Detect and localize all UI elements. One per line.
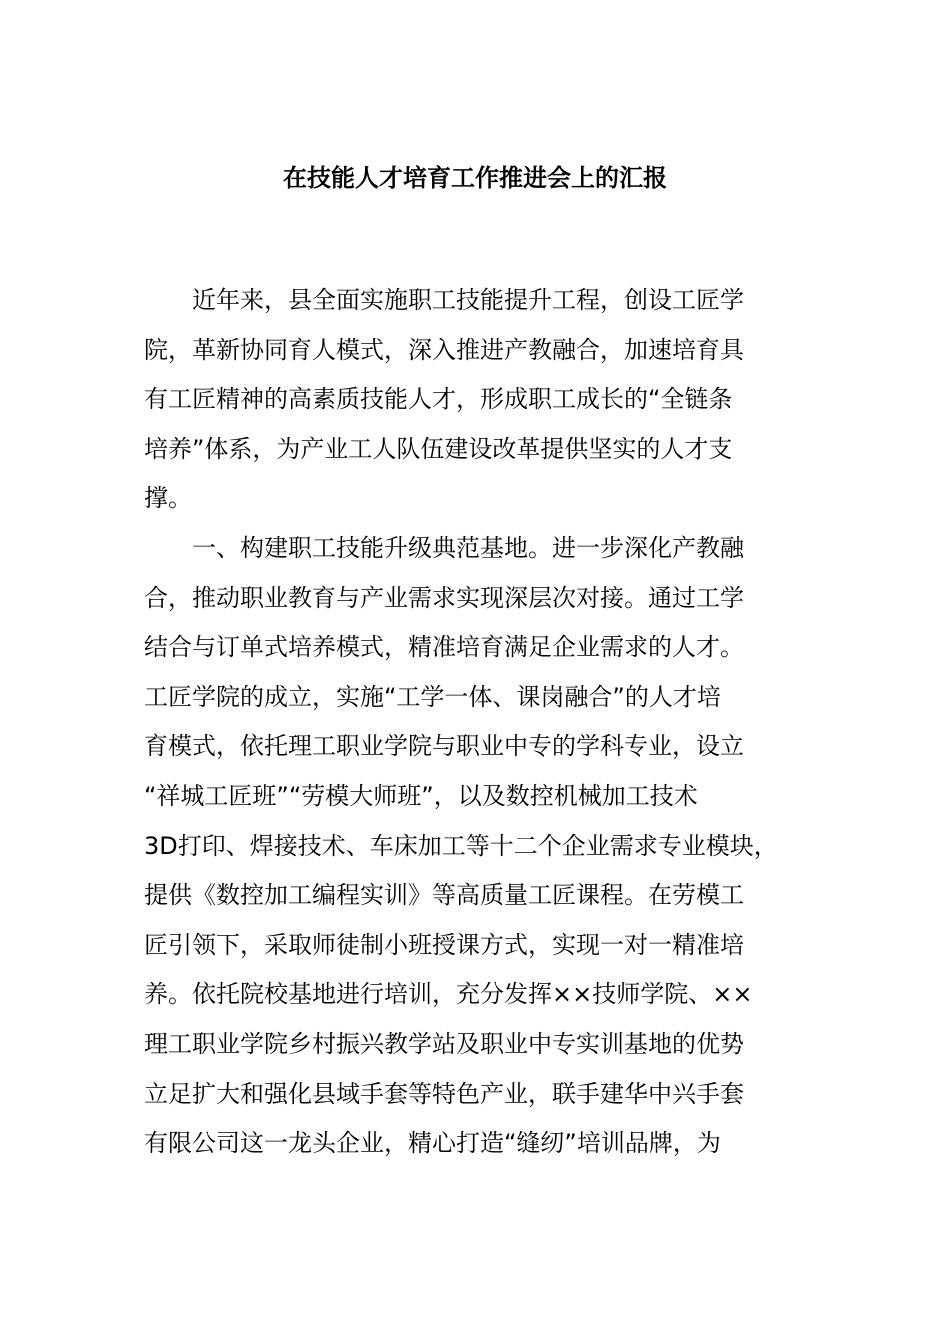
text-line: 匠引领下，采取师徒制小班授课方式，实现一对一精准培 xyxy=(144,930,744,959)
text-line: 院，革新协同育人模式，深入推进产教融合，加速培育具 xyxy=(144,335,744,364)
text-line: 近年来，县全面实施职工技能提升工程，创设工匠学 xyxy=(192,286,744,314)
text-line: 工匠学院的成立，实施“工学一体、课岗融合”的人才培 xyxy=(144,682,721,711)
text-line: 立足扩大和强化县域手套等特色产业，联手建华中兴手套 xyxy=(144,1079,744,1108)
text-line: 3D打印、焊接技术、车床加工等十二个企业需求专业模块， xyxy=(144,831,778,860)
document-title: 在技能人才培育工作推进会上的汇报 xyxy=(283,164,667,192)
text-line: 有工匠精神的高素质技能人才，形成职工成长的“全链条 xyxy=(144,385,733,414)
text-line: 养。依托院校基地进行培训，充分发挥××技师学院、×× xyxy=(144,980,753,1009)
text-line: 一、构建职工技能升级典范基地。进一步深化产教融 xyxy=(192,533,744,562)
text-line: 提供《数控加工编程实训》等高质量工匠课程。在劳模工 xyxy=(144,881,744,910)
text-line: 育模式，依托理工职业学院与职业中专的学科专业，设立 xyxy=(144,732,744,761)
text-line: 合，推动职业教育与产业需求实现深层次对接。通过工学 xyxy=(144,583,744,612)
text-line: 理工职业学院乡村振兴教学站及职业中专实训基地的优势 xyxy=(144,1029,744,1058)
text-line: 培养”体系，为产业工人队伍建设改革提供坚实的人才支 xyxy=(144,434,733,463)
text-line: 结合与订单式培养模式，精准培育满足企业需求的人才。 xyxy=(144,633,744,662)
text-line: “祥城工匠班”“劳模大师班”，以及数控机械加工技术 xyxy=(144,781,698,810)
document-body xyxy=(144,276,834,1169)
text-line: 有限公司这一龙头企业，精心打造“缝纫”培训品牌，为 xyxy=(144,1129,721,1158)
text-line: 撑。 xyxy=(144,484,192,513)
